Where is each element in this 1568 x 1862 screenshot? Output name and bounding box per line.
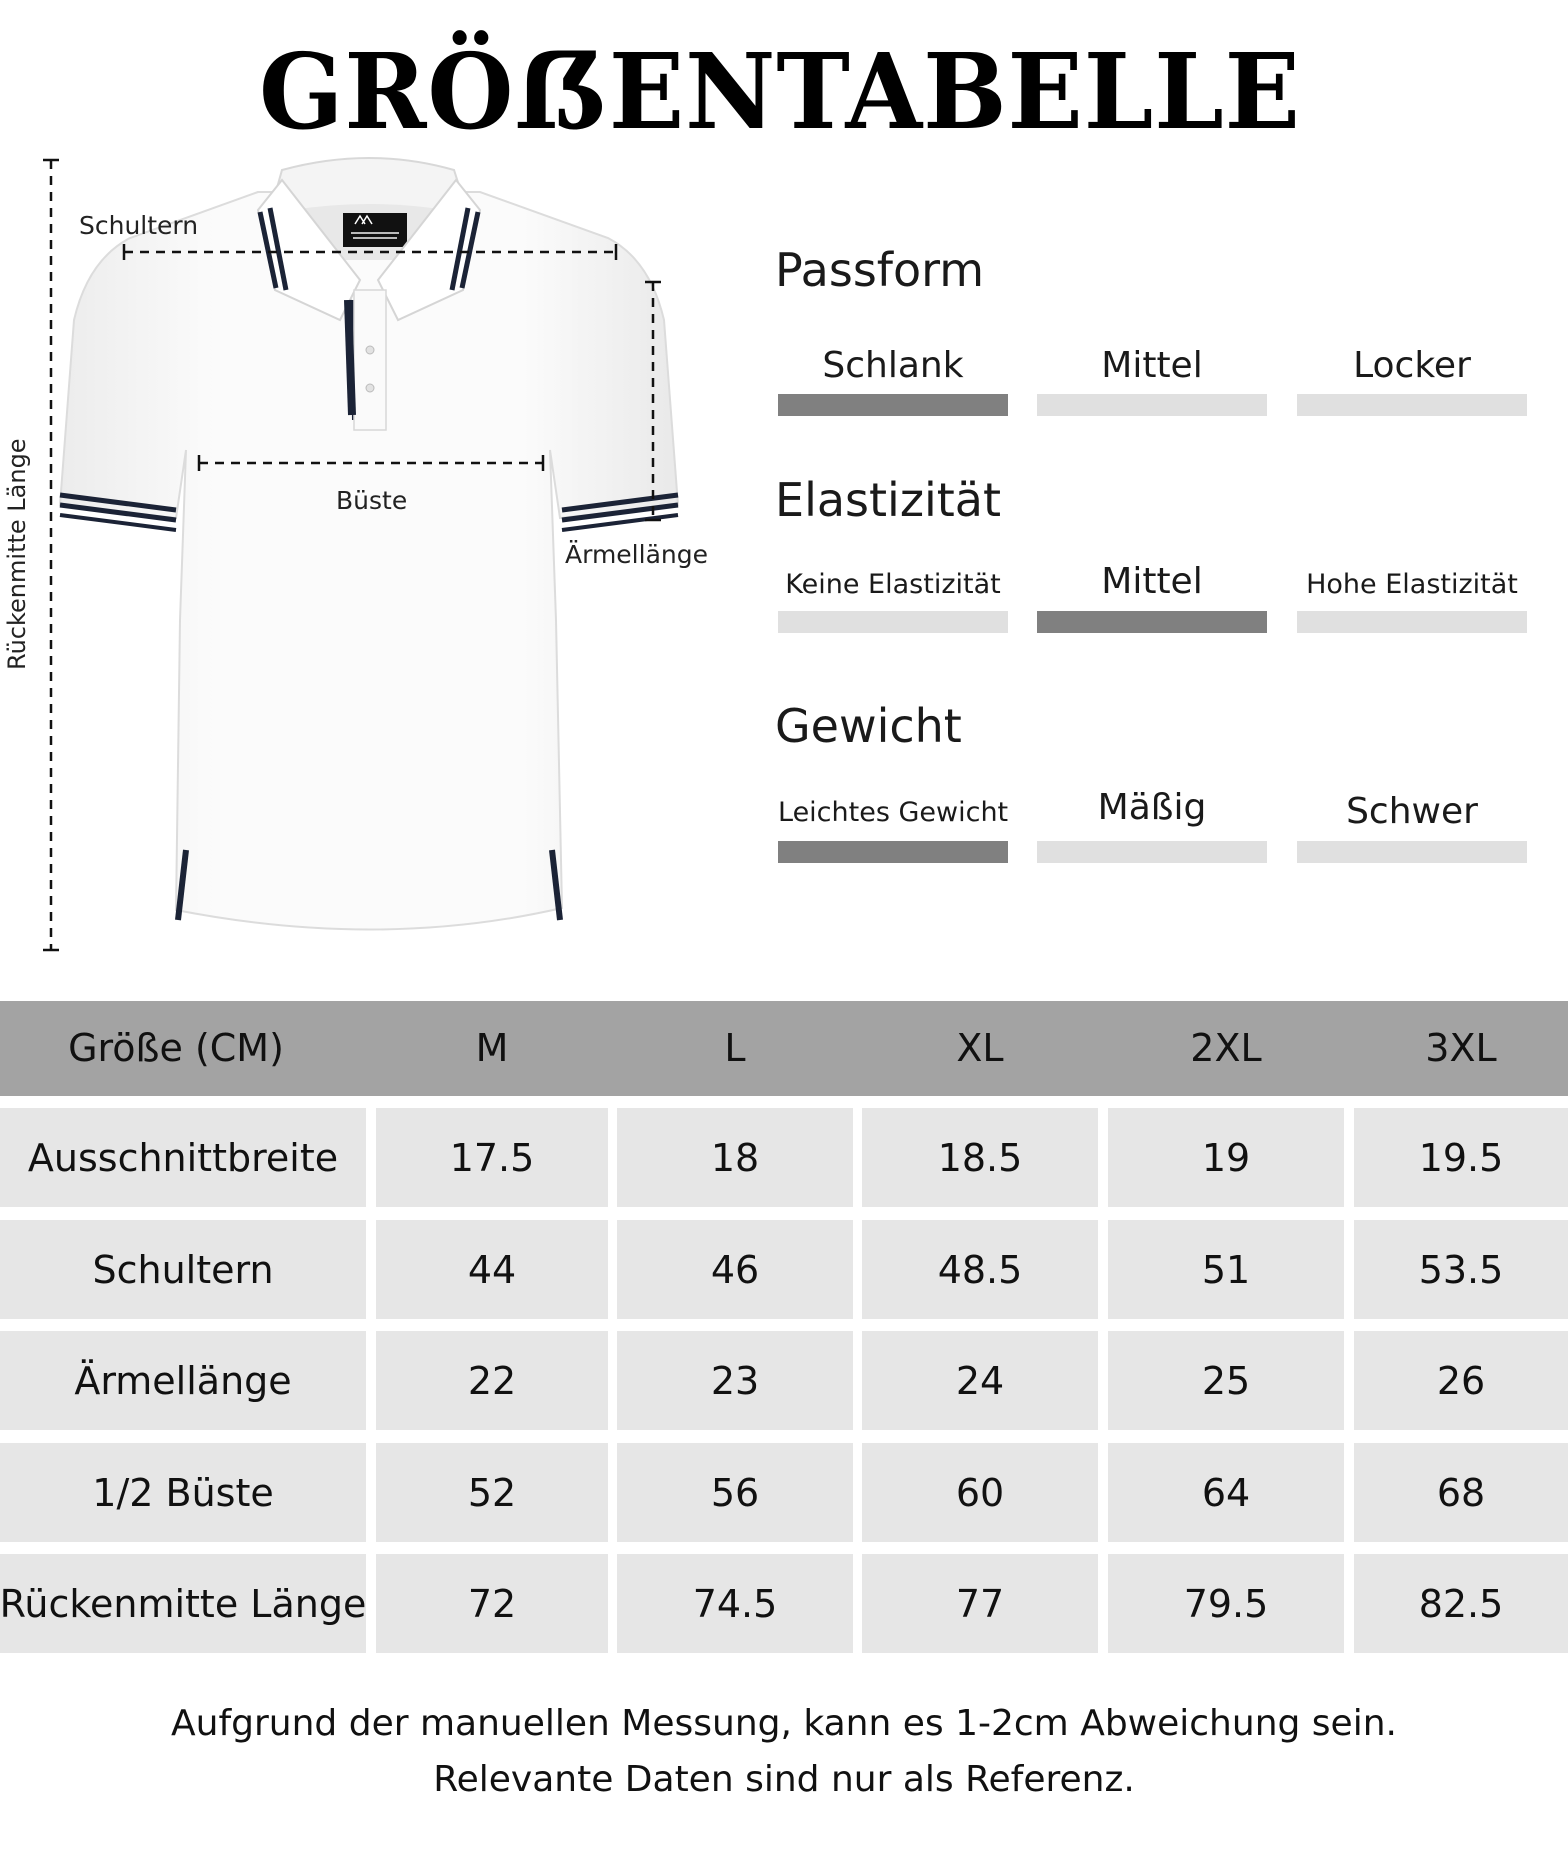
option-label: Mittel [1101, 561, 1203, 602]
scale-bar [1297, 394, 1527, 416]
option-weight-light [778, 797, 1008, 828]
table-cell: 23 [617, 1331, 853, 1430]
shirt-diagram [0, 150, 720, 970]
row-label-cell: 1/2 Büste [0, 1443, 366, 1542]
table-cell: 48.5 [862, 1220, 1098, 1319]
label-back-length: Rückenmitte Länge [3, 438, 31, 670]
table-cell: 56 [617, 1443, 853, 1542]
option-elasticity-medium [1037, 561, 1267, 602]
scale-bar [1297, 611, 1527, 633]
table-cell: 79.5 [1108, 1554, 1344, 1653]
option-label: Mittel [1101, 345, 1203, 386]
footnote-line-2: Relevante Daten sind nur als Referenz. [433, 1759, 1135, 1800]
row-label-cell: Ausschnittbreite [0, 1108, 366, 1207]
header-xl: XL [956, 1026, 1004, 1070]
heading-fit: Passform [775, 243, 985, 297]
table-cell: 25 [1108, 1331, 1344, 1430]
option-label: Mäßig [1097, 787, 1207, 828]
option-weight-moderate [1037, 787, 1267, 828]
table-cell: 46 [617, 1220, 853, 1319]
table-cell: 60 [862, 1443, 1098, 1542]
table-cell: 74.5 [617, 1554, 853, 1653]
row-label-cell: Rückenmitte Länge [0, 1554, 366, 1653]
option-label: Locker [1353, 345, 1471, 386]
table-cell: 82.5 [1354, 1554, 1568, 1653]
table-cell: 51 [1108, 1220, 1344, 1319]
scale-bar [778, 394, 1008, 416]
row-label-cell: Ärmellänge [0, 1331, 366, 1430]
scale-bar [1037, 841, 1267, 863]
option-label: Leichtes Gewicht [778, 797, 1009, 828]
row-label-cell: Schultern [0, 1220, 366, 1319]
table-cell: 52 [376, 1443, 608, 1542]
option-elasticity-none [778, 569, 1008, 600]
table-header [0, 1001, 1568, 1096]
scale-bar [1037, 611, 1267, 633]
option-elasticity-high [1297, 569, 1527, 600]
label-bust: Büste [336, 486, 408, 515]
table-cell: 53.5 [1354, 1220, 1568, 1319]
header-m: M [475, 1026, 509, 1070]
scale-bar [778, 841, 1008, 863]
heading-weight: Gewicht [775, 699, 962, 753]
table-cell: 22 [376, 1331, 608, 1430]
table-cell: 18.5 [862, 1108, 1098, 1207]
option-label: Keine Elastizität [785, 569, 1001, 600]
header-l: L [724, 1026, 746, 1070]
label-shoulders: Schultern [79, 211, 199, 240]
table-cell: 24 [862, 1331, 1098, 1430]
label-sleeve: Ärmellänge [565, 540, 708, 569]
table-cell: 77 [862, 1554, 1098, 1653]
table-cell: 19 [1108, 1108, 1344, 1207]
option-label: Schwer [1346, 791, 1478, 832]
page-title: GRÖẞENTABELLE [258, 30, 1301, 153]
table-cell: 19.5 [1354, 1108, 1568, 1207]
table-cell: 44 [376, 1220, 608, 1319]
header-size: Größe (CM) [68, 1026, 284, 1070]
table-cell: 64 [1108, 1443, 1344, 1542]
table-cell: 72 [376, 1554, 608, 1653]
scale-bar [778, 611, 1008, 633]
heading-elasticity: Elastizität [775, 473, 1002, 527]
option-fit-regular [1037, 345, 1267, 386]
table-cell: 26 [1354, 1331, 1568, 1430]
table-cell: 18 [617, 1108, 853, 1207]
table-cell: 68 [1354, 1443, 1568, 1542]
option-fit-loose [1297, 345, 1527, 386]
scale-bar [1297, 841, 1527, 863]
header-2xl: 2XL [1190, 1026, 1262, 1070]
header-3xl: 3XL [1425, 1026, 1497, 1070]
option-label: Hohe Elastizität [1306, 569, 1518, 600]
option-fit-slim [778, 345, 1008, 386]
footnote-line-1: Aufgrund der manuellen Messung, kann es 1-2cm Abweichung sein. [171, 1703, 1397, 1744]
option-weight-heavy [1297, 791, 1527, 832]
option-label: Schlank [822, 345, 964, 386]
brand-label [343, 213, 407, 247]
scale-bar [1037, 394, 1267, 416]
table-cell: 17.5 [376, 1108, 608, 1207]
